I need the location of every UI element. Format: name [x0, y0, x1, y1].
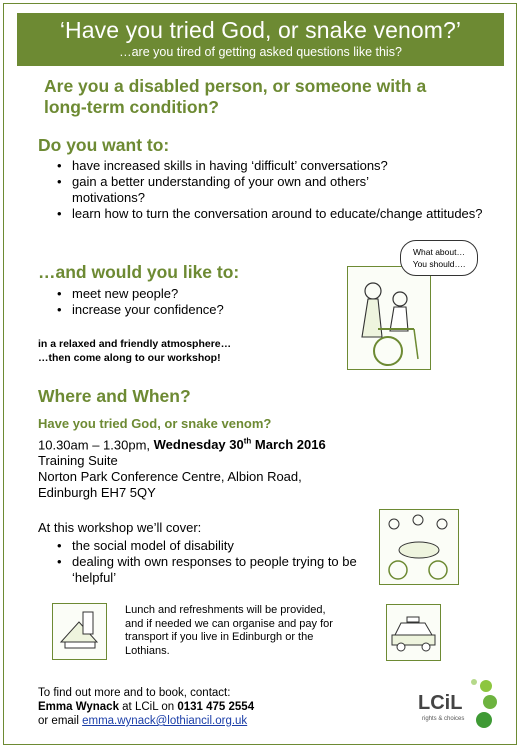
- email-link[interactable]: emma.wynack@lothiancil.org.uk: [82, 715, 248, 727]
- header-banner: [17, 13, 504, 66]
- wheelchair-illustration: [347, 266, 431, 370]
- contact-info: [38, 686, 254, 728]
- do-you-want-heading: Do you want to:: [38, 135, 170, 155]
- cover-list: [38, 538, 378, 586]
- would-you-like-heading: …and would you like to:: [38, 262, 240, 282]
- atmosphere-line2: …then come along to our workshop!: [38, 352, 221, 364]
- event-details: [38, 434, 498, 501]
- venue: Training Suite: [38, 453, 118, 469]
- workshop-group-illustration: [379, 509, 459, 585]
- address-line2: Edinburgh EH7 5QY: [38, 485, 156, 501]
- where-when-heading: Where and When?: [38, 386, 191, 406]
- food-illustration: [52, 603, 107, 660]
- header-title: ‘Have you tried God, or snake venom?’: [59, 17, 462, 43]
- group-icon: [380, 510, 458, 584]
- list-item: • have increased skills in having ‘difficult’ conversations?: [38, 158, 493, 174]
- do-you-want-list: [38, 158, 493, 222]
- taxi-illustration: [386, 604, 441, 661]
- wheelchair-icon: [348, 267, 430, 369]
- cover-intro: At this workshop we’ll cover:: [38, 520, 202, 535]
- contact-email-line: or email emma.wynack@lothiancil.org.uk: [38, 715, 248, 727]
- contact-intro: To find out more and to book, contact:: [38, 687, 231, 699]
- list-item: • the social model of disability: [38, 538, 378, 554]
- list-item: • gain a better understanding of your own and others’ motivations?: [38, 174, 402, 206]
- would-you-like-list: [38, 286, 338, 318]
- logo-tagline: rights & choices: [422, 716, 465, 722]
- speech-bubble: What about… You should….: [400, 240, 478, 276]
- list-item: • learn how to turn the conversation around to educate/change attitudes?: [38, 206, 502, 222]
- list-item: • meet new people?: [38, 286, 338, 302]
- contact-name-phone: Emma Wynack at LCiL on 0131 475 2554: [38, 701, 255, 713]
- intro-question: Are you a disabled person, or someone with a long-term condition?: [44, 76, 427, 117]
- list-item: • dealing with own responses to people trying to be ‘helpful’: [38, 554, 372, 586]
- lunch-info: Lunch and refreshments will be provided, and if needed we can organise and pay for transport if you live in Edinburgh or the Lothians.: [125, 604, 333, 657]
- lcil-logo: [418, 676, 500, 734]
- taxi-icon: [387, 605, 440, 660]
- list-item: • increase your confidence?: [38, 302, 338, 318]
- address-line1: Norton Park Conference Centre, Albion Road,: [38, 469, 302, 485]
- logo-text: LCiL: [418, 692, 463, 714]
- sandwich-icon: [53, 604, 106, 659]
- event-title: Have you tried God, or snake venom?: [38, 416, 272, 431]
- atmosphere-line1: in a relaxed and friendly atmosphere…: [38, 338, 232, 350]
- header-subtitle: …are you tired of getting asked questions like this?: [119, 45, 402, 59]
- event-datetime: 10.30am – 1.30pm, Wednesday 30th March 2016: [38, 437, 326, 453]
